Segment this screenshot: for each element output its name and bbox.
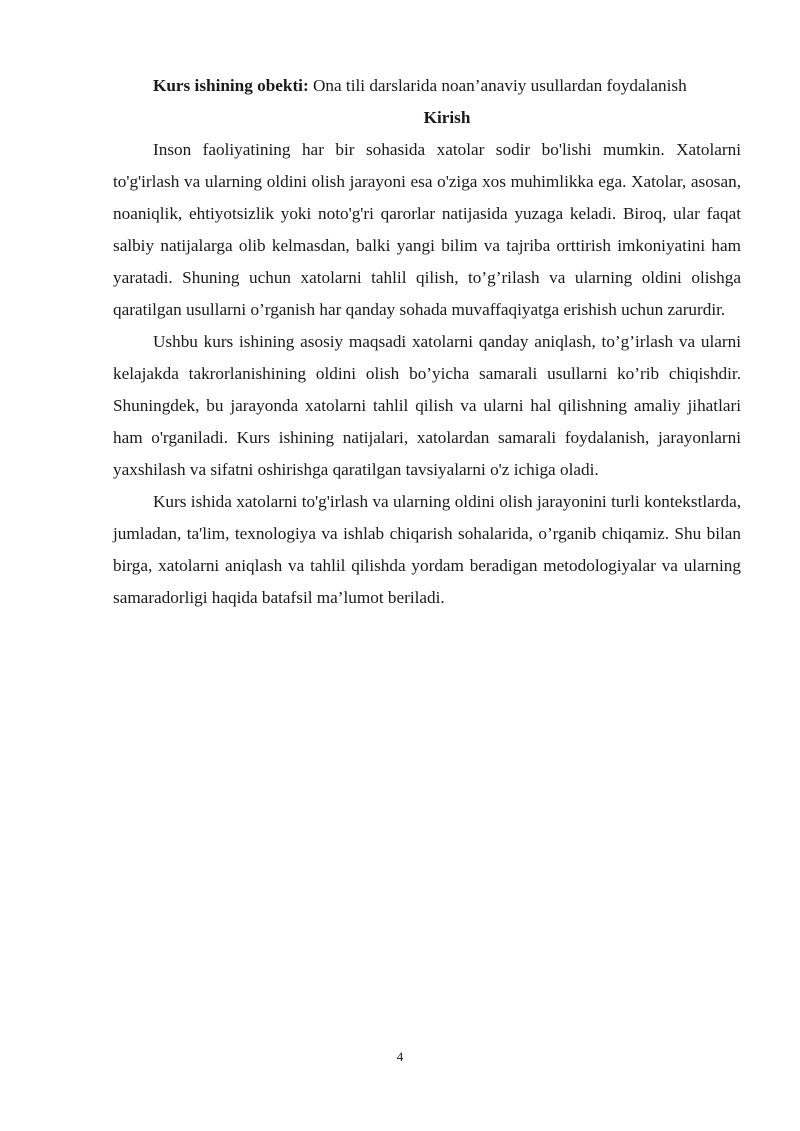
course-object-text: Ona tili darslarida noan’anaviy usullardan foydalanish: [308, 76, 687, 95]
page-number: 4: [396, 1049, 404, 1064]
paragraph-2: Ushbu kurs ishining asosiy maqsadi xatolarni qanday aniqlash, to’g’irlash va ularni kelajakda takrorlanishining oldini olish bo’yicha samarali usullarni ko’rib chiqishdir. Shuningdek, bu jarayonda xatolarni tahlil qilish va ularni hal qilishning amaliy jihatlari ham o'rganiladi. Kurs ishining natijalari, xatolardan samarali foydalanish, jarayonlarni yaxshilash va sifatni oshirishga qaratilgan tavsiyalarni o'z ichiga oladi.: [113, 332, 741, 479]
course-object-line: [113, 70, 741, 102]
paragraph-1: Inson faoliyatining har bir sohasida xatolar sodir bo'lishi mumkin. Xatolarni to'g'irlash va ularning oldini olish jarayoni esa o'ziga xos muhimlikka ega. Xatolar, asosan, noaniqlik, ehtiyotsizlik yoki noto'g'ri qarorlar natijasida yuzaga keladi. Biroq, ular faqat salbiy natijalarga olib kelmasdan, balki yangi bilim va tajriba orttirish imkoniyatini ham yaratadi. Shuning uchun xatolarni tahlil qilish, to’g’rilash va ularning oldini olishga qaratilgan usullarni o’rganish har qanday sohada muvaffaqiyatga erishish uchun zarurdir.: [113, 140, 741, 319]
section-heading: Kirish: [423, 108, 471, 127]
course-object-label: Kurs ishining obekti:: [153, 76, 309, 95]
paragraph-3: Kurs ishida xatolarni to'g'irlash va ularning oldini olish jarayonini turli kontekstlarda, jumladan, ta'lim, texnologiya va ishlab chiqarish sohalarida, o’rganib chiqamiz. Shu bilan birga, xatolarni aniqlash va tahlil qilishda yordam beradigan metodologiyalar va ularning samaradorligi haqida batafsil ma’lumot beriladi.: [113, 492, 741, 607]
document-page: [113, 70, 741, 614]
